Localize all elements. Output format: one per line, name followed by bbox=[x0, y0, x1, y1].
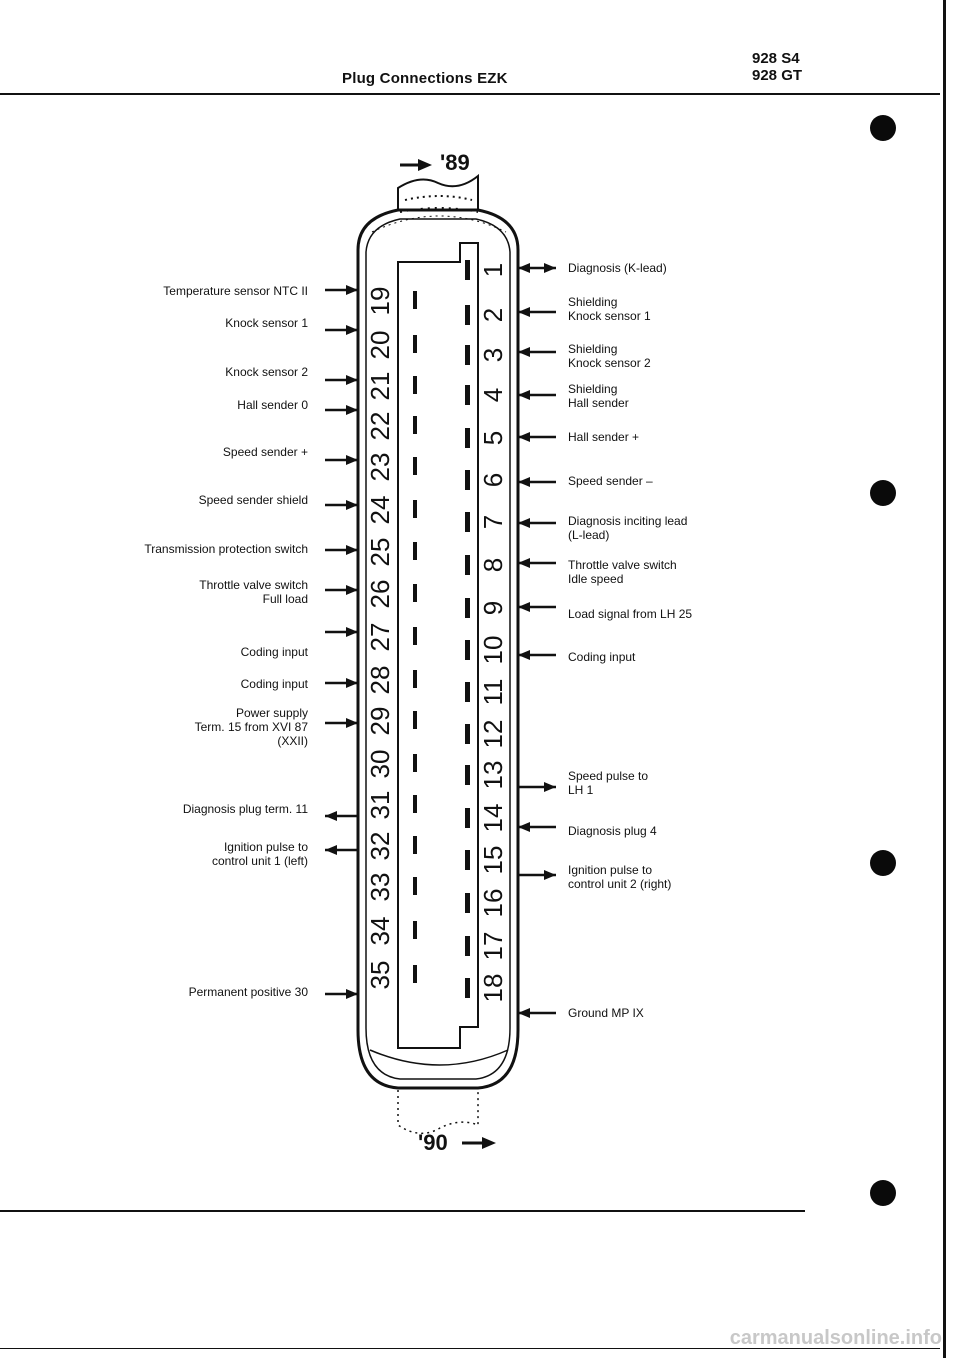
pin-number-25: 25 bbox=[365, 537, 395, 567]
left-wire-arrow-8-icon bbox=[325, 585, 358, 595]
right-wire-arrow-8-icon bbox=[518, 558, 556, 568]
pin-number-34: 34 bbox=[365, 916, 395, 946]
right-wire-arrow-7-icon bbox=[518, 518, 556, 528]
right-label-6: Speed sender – bbox=[568, 474, 653, 488]
pin-number-35: 35 bbox=[365, 960, 395, 990]
model-line-2: 928 GT bbox=[752, 67, 803, 84]
pin-number-15: 15 bbox=[478, 845, 508, 875]
left-label-4: Hall sender 0 bbox=[237, 398, 308, 412]
left-label-3: Knock sensor 2 bbox=[225, 365, 308, 379]
right-label-7: Diagnosis inciting lead (L-lead) bbox=[568, 514, 688, 542]
contact-left-25 bbox=[413, 542, 417, 560]
contact-right-16 bbox=[465, 893, 470, 913]
pin-number-27: 27 bbox=[365, 622, 395, 652]
pin-number-9: 9 bbox=[478, 600, 508, 616]
page-title: Plug Connections EZK bbox=[342, 70, 508, 87]
contact-right-18 bbox=[465, 978, 470, 998]
right-label-1: Diagnosis (K-lead) bbox=[568, 261, 667, 275]
left-wire-arrow-14-icon bbox=[325, 989, 358, 999]
right-wire-arrow-14-icon bbox=[518, 1008, 556, 1018]
left-wire-arrow-1-icon bbox=[325, 285, 358, 295]
pin-number-5: 5 bbox=[478, 430, 508, 446]
wire-arrows bbox=[325, 263, 556, 1018]
contact-left-30 bbox=[413, 754, 417, 772]
contact-left-28 bbox=[413, 670, 417, 688]
pin-number-7: 7 bbox=[478, 514, 508, 530]
contact-right-12 bbox=[465, 724, 470, 744]
right-wire-arrow-12-icon bbox=[518, 822, 556, 832]
left-wire-arrow-9-icon bbox=[325, 627, 358, 637]
contact-left-26 bbox=[413, 584, 417, 602]
right-wire-arrow-13-icon bbox=[518, 870, 556, 880]
right-wire-arrow-1-head-icon bbox=[544, 263, 556, 273]
pin-number-23: 23 bbox=[365, 452, 395, 482]
right-wire-arrow-4-icon bbox=[518, 390, 556, 400]
right-wire-arrow-3-icon bbox=[518, 347, 556, 357]
contact-left-29 bbox=[413, 711, 417, 729]
right-wire-arrow-6-icon bbox=[518, 477, 556, 487]
pin-number-20: 20 bbox=[365, 330, 395, 360]
pin-number-19: 19 bbox=[365, 286, 395, 316]
pin-number-31: 31 bbox=[365, 790, 395, 820]
pin-number-11: 11 bbox=[478, 678, 508, 706]
right-wire-arrow-11-icon bbox=[518, 782, 556, 792]
contact-left-21 bbox=[413, 376, 417, 394]
contact-right-5 bbox=[465, 428, 470, 448]
contact-left-33 bbox=[413, 877, 417, 895]
left-label-11: Power supply Term. 15 from XVI 87 (XXII) bbox=[194, 706, 308, 748]
contact-left-22 bbox=[413, 416, 417, 434]
pin-number-30: 30 bbox=[365, 749, 395, 779]
contact-right-4 bbox=[465, 385, 470, 405]
pin-number-12: 12 bbox=[478, 719, 508, 749]
pin-number-16: 16 bbox=[478, 888, 508, 918]
pin-number-29: 29 bbox=[365, 706, 395, 736]
left-wire-arrow-13-icon bbox=[325, 845, 358, 855]
contact-left-32 bbox=[413, 836, 417, 854]
right-label-10: Coding input bbox=[568, 650, 636, 664]
left-wire-arrow-3-icon bbox=[325, 375, 358, 385]
pin-number-8: 8 bbox=[478, 557, 508, 573]
left-wire-arrow-2-icon bbox=[325, 325, 358, 335]
left-wire-arrow-7-icon bbox=[325, 545, 358, 555]
right-label-12: Diagnosis plug 4 bbox=[568, 824, 657, 838]
contact-left-34 bbox=[413, 921, 417, 939]
pin-number-13: 13 bbox=[478, 760, 508, 790]
right-label-3: Shielding Knock sensor 2 bbox=[568, 342, 651, 370]
pin-number-17: 17 bbox=[478, 931, 508, 961]
left-wire-arrow-12-icon bbox=[325, 811, 358, 821]
contact-right-10 bbox=[465, 640, 470, 660]
connector-bottom-clip bbox=[398, 1090, 478, 1133]
contact-left-27 bbox=[413, 627, 417, 645]
contact-right-15 bbox=[465, 850, 470, 870]
contact-right-13 bbox=[465, 765, 470, 785]
pin-number-6: 6 bbox=[478, 472, 508, 488]
arrow-89-icon bbox=[400, 159, 432, 171]
right-label-13: Ignition pulse to control unit 2 (right) bbox=[568, 863, 672, 891]
pin-number-24: 24 bbox=[365, 495, 395, 525]
contact-left-20 bbox=[413, 335, 417, 353]
right-wire-arrow-10-icon bbox=[518, 650, 556, 660]
connector-top-clip bbox=[398, 176, 478, 212]
left-label-12: Diagnosis plug term. 11 bbox=[182, 802, 308, 816]
pin-number-26: 26 bbox=[365, 579, 395, 609]
watermark: carmanualsonline.info bbox=[729, 1327, 942, 1349]
contact-right-17 bbox=[465, 936, 470, 956]
contact-bars bbox=[413, 260, 470, 998]
left-label-5: Speed sender + bbox=[222, 445, 308, 459]
pin-number-18: 18 bbox=[478, 973, 508, 1003]
pin-number-3: 3 bbox=[478, 347, 508, 363]
right-wire-arrow-5-icon bbox=[518, 432, 556, 442]
contact-right-14 bbox=[465, 808, 470, 828]
contact-right-3 bbox=[465, 345, 470, 365]
contact-right-1 bbox=[465, 260, 470, 280]
left-label-8: Throttle valve switch Full load bbox=[199, 578, 308, 606]
left-wire-arrow-10-icon bbox=[325, 678, 358, 688]
left-label-6: Speed sender shield bbox=[198, 493, 308, 507]
left-label-7: Transmission protection switch bbox=[144, 542, 308, 556]
arrow-90-icon bbox=[462, 1137, 496, 1149]
right-label-9: Load signal from LH 25 bbox=[568, 607, 693, 621]
left-wire-arrow-4-icon bbox=[325, 405, 358, 415]
left-wire-arrow-11-icon bbox=[325, 718, 358, 728]
left-wire-arrow-5-icon bbox=[325, 455, 358, 465]
contact-left-24 bbox=[413, 500, 417, 518]
right-label-14: Ground MP IX bbox=[568, 1006, 644, 1020]
left-label-10: Coding input bbox=[240, 677, 308, 691]
contact-right-9 bbox=[465, 598, 470, 618]
contact-right-2 bbox=[465, 305, 470, 325]
left-pin-numbers bbox=[365, 287, 395, 990]
left-label-14: Permanent positive 30 bbox=[188, 985, 308, 999]
pin-number-33: 33 bbox=[365, 872, 395, 902]
contact-right-11 bbox=[465, 682, 470, 702]
model-line-1: 928 S4 bbox=[752, 50, 800, 67]
pin-number-4: 4 bbox=[478, 387, 508, 403]
contact-left-19 bbox=[413, 291, 417, 309]
pin-number-22: 22 bbox=[365, 411, 395, 441]
pin-number-28: 28 bbox=[365, 665, 395, 695]
contact-left-23 bbox=[413, 457, 417, 475]
right-wire-arrow-2-icon bbox=[518, 307, 556, 317]
pin-number-1: 1 bbox=[478, 262, 508, 278]
left-label-1: Temperature sensor NTC II bbox=[163, 284, 308, 298]
right-pin-numbers bbox=[478, 263, 508, 1003]
right-label-4: Shielding Hall sender bbox=[568, 382, 629, 410]
pin-number-32: 32 bbox=[365, 831, 395, 861]
right-label-11: Speed pulse to LH 1 bbox=[568, 769, 649, 797]
pin-number-2: 2 bbox=[478, 307, 508, 323]
left-wire-arrow-6-icon bbox=[325, 500, 358, 510]
left-label-2: Knock sensor 1 bbox=[225, 316, 308, 330]
contact-right-8 bbox=[465, 555, 470, 575]
left-label-13: Ignition pulse to control unit 1 (left) bbox=[211, 840, 308, 868]
year-90-label: '90 bbox=[418, 1130, 448, 1155]
contact-right-7 bbox=[465, 512, 470, 532]
right-label-5: Hall sender + bbox=[568, 430, 640, 444]
right-label-2: Shielding Knock sensor 1 bbox=[568, 295, 651, 323]
left-label-9: Coding input bbox=[240, 645, 308, 659]
contact-left-31 bbox=[413, 795, 417, 813]
year-89-label: '89 bbox=[440, 150, 470, 175]
pin-number-14: 14 bbox=[478, 803, 508, 833]
contact-left-35 bbox=[413, 965, 417, 983]
contact-right-6 bbox=[465, 470, 470, 490]
pin-number-21: 21 bbox=[365, 371, 395, 401]
right-label-8: Throttle valve switch Idle speed bbox=[568, 558, 677, 586]
right-wire-arrow-9-icon bbox=[518, 602, 556, 612]
pin-number-10: 10 bbox=[478, 635, 508, 665]
